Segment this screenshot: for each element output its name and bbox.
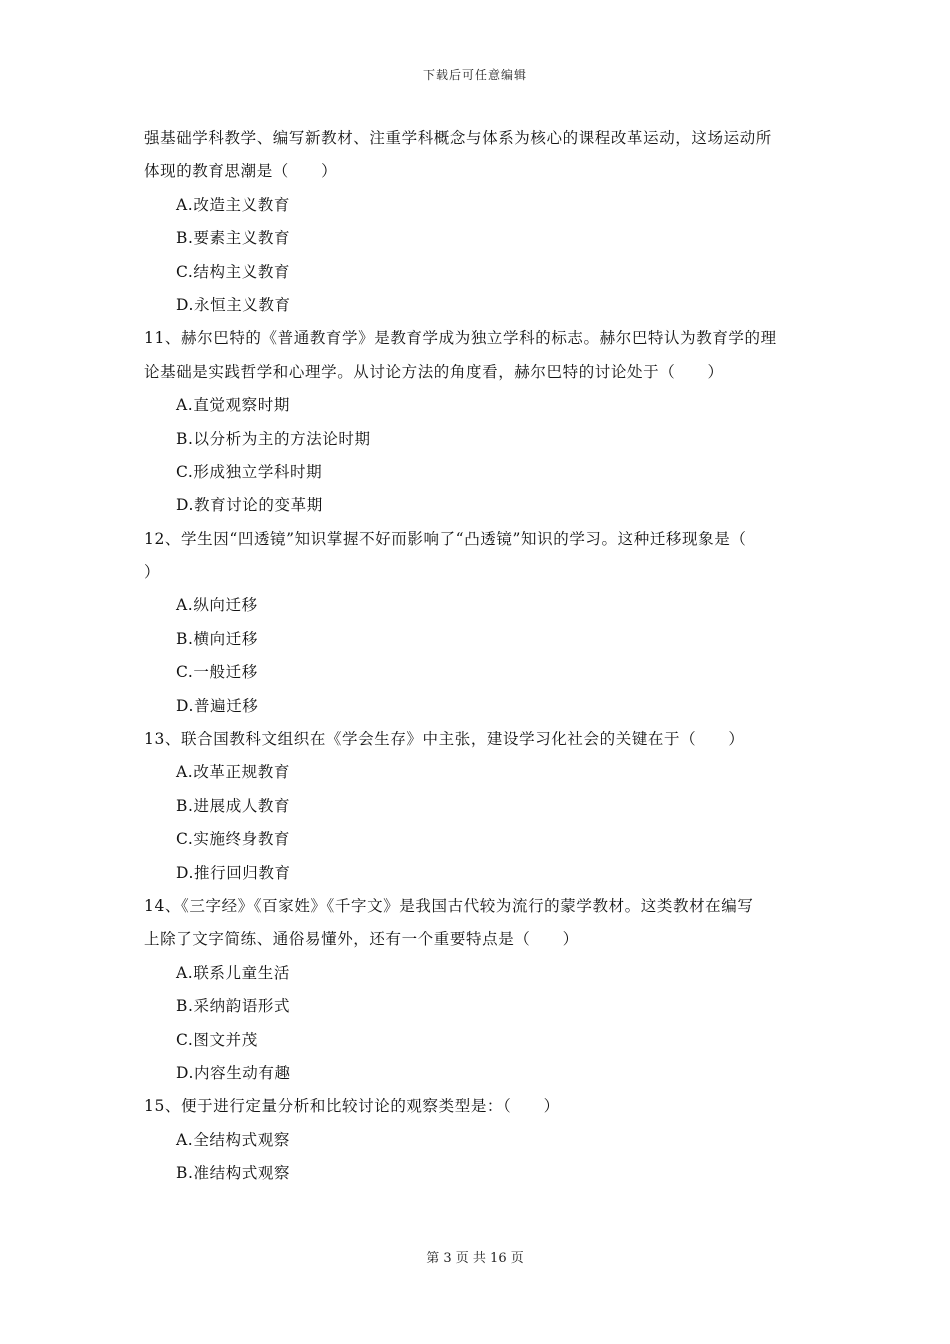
answer-option: B.准结构式观察: [176, 1164, 291, 1183]
answer-option: B.以分析为主的方法论时期: [176, 429, 371, 448]
answer-option: D.推行回归教育: [176, 863, 291, 882]
question-11-text: 论基础是实践哲学和心理学。从讨论方法的角度看，赫尔巴特的讨论处于（ ）: [144, 362, 724, 381]
question-text-line: 强基础学科教学、编写新教材、注重学科概念与体系为核心的课程改革运动，这场运动所: [144, 129, 772, 147]
answer-option: C.图文并茂: [176, 1030, 258, 1049]
answer-option: C.形成独立学科时期: [176, 462, 323, 481]
question-14-text: 上除了文字简练、通俗易懂外，还有一个重要特点是（ ）: [144, 930, 579, 949]
answer-option: D.教育讨论的变革期: [176, 496, 323, 515]
question-12-text: ）: [144, 563, 161, 582]
question-11-text: 11、赫尔巴特的《普通教育学》是教育学成为独立学科的标志。赫尔巴特认为教育学的理: [144, 329, 777, 348]
answer-option: B.横向迁移: [176, 629, 258, 648]
question-12-text: 12、学生因“凹透镜”知识掌握不好而影响了“凸透镜”知识的学习。这种迁移现象是（: [144, 529, 747, 548]
page-number-footer: 第 3 页 共 16 页: [426, 1251, 524, 1266]
answer-option: B.进展成人教育: [176, 796, 291, 815]
answer-option: C.实施终身教育: [176, 830, 291, 849]
answer-option: D.内容生动有趣: [176, 1063, 291, 1082]
answer-option: B.要素主义教育: [176, 229, 291, 248]
answer-option: A.改造主义教育: [176, 195, 290, 214]
answer-option: B.采纳韵语形式: [176, 997, 291, 1016]
answer-option: A.联系儿童生活: [176, 963, 290, 982]
answer-option: D.永恒主义教育: [176, 295, 291, 314]
answer-option: A.直觉观察时期: [176, 396, 290, 415]
answer-option: C.一般迁移: [176, 663, 258, 682]
question-15-text: 15、便于进行定量分析和比较讨论的观察类型是：（ ）: [144, 1097, 560, 1116]
question-13-text: 13、联合国教科文组织在《学会生存》中主张，建设学习化社会的关键在于（ ）: [144, 730, 745, 749]
answer-option: A.全结构式观察: [176, 1130, 290, 1149]
answer-option: C.结构主义教育: [176, 262, 291, 281]
document-body: [144, 122, 808, 1191]
answer-option: A.改革正规教育: [176, 763, 290, 782]
answer-option: A.纵向迁移: [176, 596, 258, 615]
question-14-text: 14、《三字经》《百家姓》《千字文》是我国古代较为流行的蒙学教材。这类教材在编写: [144, 896, 754, 915]
page-header: 下载后可任意编辑: [422, 68, 527, 82]
question-text-line: 体现的教育思潮是（ ）: [144, 162, 338, 181]
answer-option: D.普遍迁移: [176, 696, 259, 715]
